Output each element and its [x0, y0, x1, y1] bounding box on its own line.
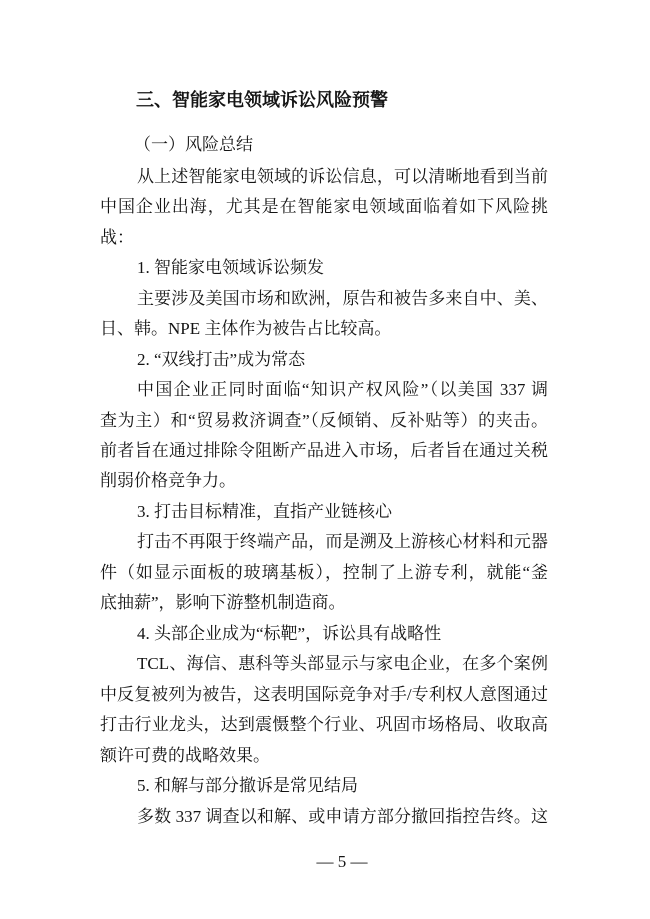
- risk-item-4: [100, 619, 548, 771]
- risk-item-3: [100, 497, 548, 619]
- risk-item-line: 打击行业龙头，达到震慑整个行业、巩固市场格局、收取高: [100, 715, 548, 735]
- risk-item-5: [100, 771, 548, 832]
- risk-item-line: 件（如显示面板的玻璃基板），控制了上游专利，就能“釜: [100, 562, 548, 582]
- risk-item-line: 底抽薪”，影响下游整机制造商。: [100, 593, 346, 613]
- intro-line: 中国企业出海，尤其是在智能家电领域面临着如下风险挑: [100, 197, 548, 217]
- section-heading: 三、智能家电领域诉讼风险预警: [136, 90, 388, 110]
- document-body: [100, 162, 548, 832]
- risk-item-line: 日、韩。NPE 主体作为被告占比较高。: [100, 319, 392, 339]
- risk-item-title: 1. 智能家电领域诉讼频发: [137, 258, 324, 278]
- risk-item-line: 削弱价格竞争力。: [100, 471, 236, 491]
- risk-item-line: 中反复被列为被告，这表明国际竞争对手/专利权人意图通过: [100, 684, 548, 704]
- intro-paragraph: [100, 162, 548, 253]
- risk-item-line: 额许可费的战略效果。: [100, 745, 270, 765]
- risk-item-title: 3. 打击目标精准，直指产业链核心: [137, 501, 392, 521]
- page-number: — 5 —: [316, 852, 368, 871]
- risk-item-title: 4. 头部企业成为“标靶”，诉讼具有战略性: [137, 623, 442, 643]
- risk-item-line: 前者旨在通过排除令阻断产品进入市场，后者旨在通过关税: [100, 440, 548, 460]
- intro-line: 战：: [100, 227, 134, 247]
- risk-item-title: 2. “双线打击”成为常态: [137, 349, 306, 369]
- risk-item-line: 查为主）和“贸易救济调查”（反倾销、反补贴等）的夹击。: [100, 410, 548, 430]
- risk-item-line: 中国企业正同时面临“知识产权风险”（以美国 337 调: [137, 380, 548, 400]
- risk-item-1: [100, 253, 548, 344]
- risk-item-line: TCL、海信、惠科等头部显示与家电企业，在多个案例: [137, 654, 548, 674]
- subsection-heading: （一）风险总结: [134, 135, 253, 154]
- risk-item-line: 打击不再限于终端产品，而是溯及上游核心材料和元器: [137, 532, 548, 552]
- risk-item-2: [100, 345, 548, 497]
- intro-line: 从上述智能家电领域的诉讼信息，可以清晰地看到当前: [137, 166, 548, 186]
- risk-item-line: 多数 337 调查以和解、或申请方部分撤回指控告终。这: [137, 806, 548, 826]
- risk-item-title: 5. 和解与部分撤诉是常见结局: [137, 776, 358, 796]
- risk-item-line: 主要涉及美国市场和欧洲，原告和被告多来自中、美、: [137, 288, 548, 308]
